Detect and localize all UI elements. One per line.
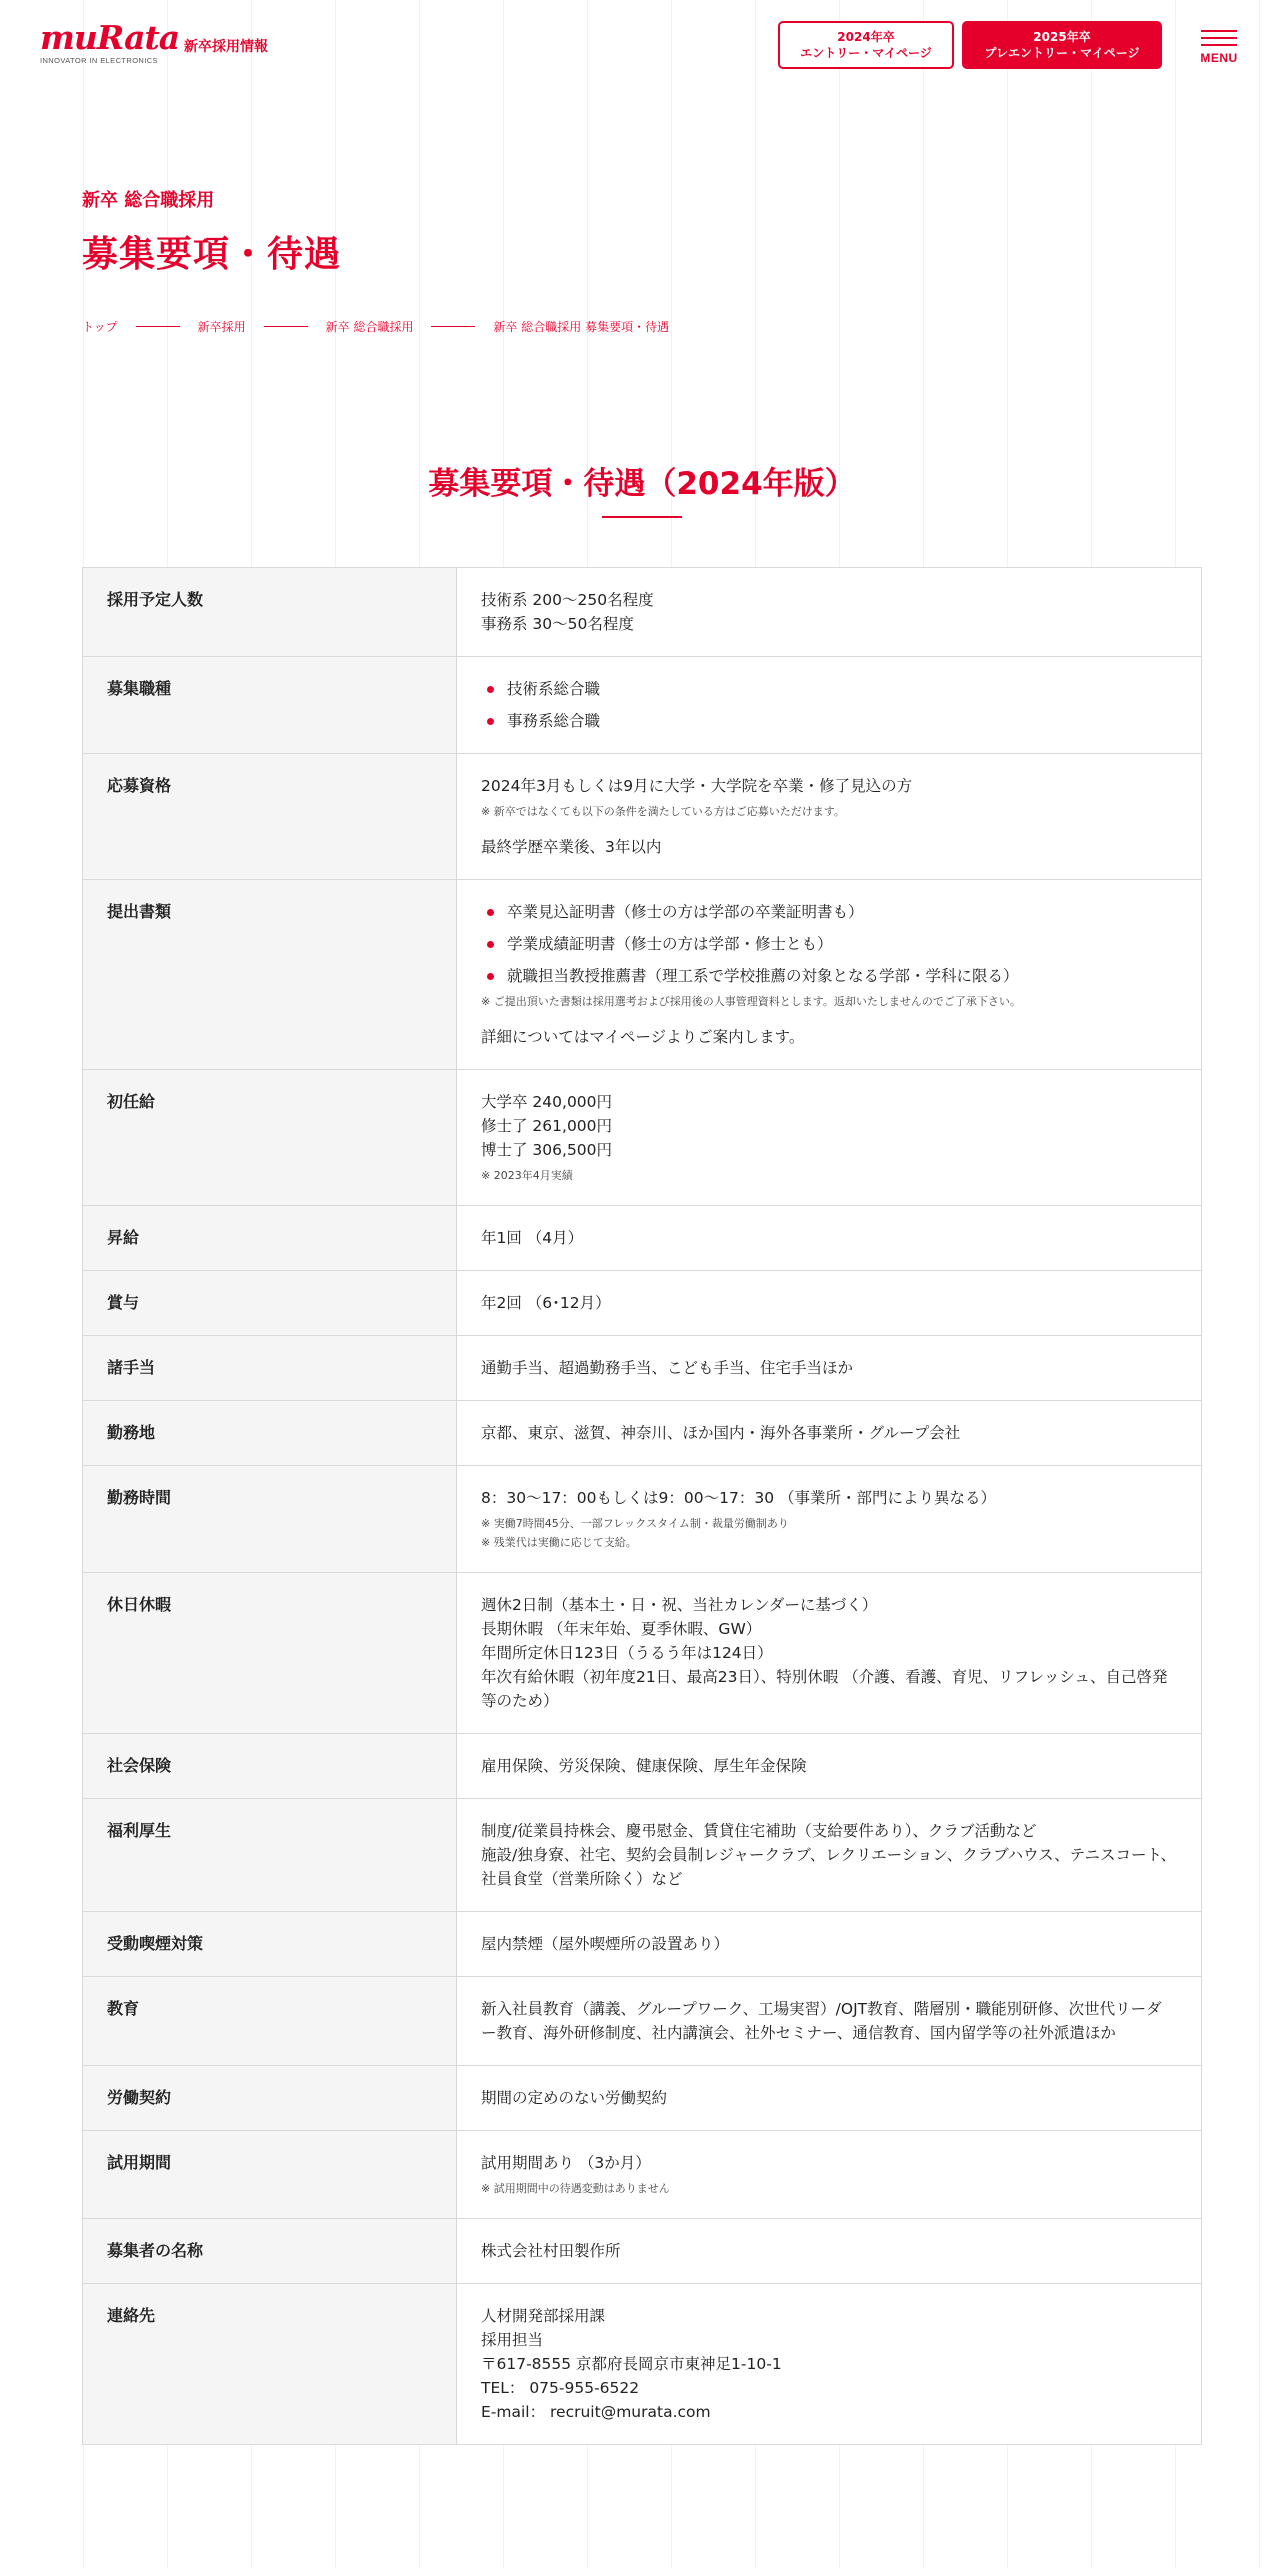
value-note: ※ 2023年4月実績 (481, 1169, 573, 1182)
value-line: 試用期間あり （3か月） (481, 2154, 651, 2172)
breadcrumb-item-general[interactable]: 新卒 総合職採用 (325, 320, 414, 334)
logo-tagline: INNOVATOR IN ELECTRONICS (40, 56, 158, 65)
row-value: 通勤手当、超過勤務手当、こども手当、住宅手当ほか (481, 1359, 854, 1377)
documents-list (481, 900, 1177, 988)
row-label: 勤務地 (83, 1401, 457, 1465)
value-line: 週休2日制（基本土・日・祝、当社カレンダーに基づく） (481, 1596, 878, 1614)
row-label: 初任給 (83, 1070, 457, 1205)
page-title: 募集要項・待遇 (82, 234, 342, 275)
pre-entry-mypage-2025-button[interactable] (962, 21, 1162, 69)
row-label: 受動喫煙対策 (83, 1912, 457, 1976)
breadcrumb (82, 318, 669, 335)
table-row (83, 879, 1201, 1069)
table-row (83, 2218, 1201, 2283)
menu-button[interactable] (1192, 26, 1246, 70)
row-label: 賞与 (83, 1271, 457, 1335)
table-row (83, 1798, 1201, 1911)
entry-mypage-2024-button[interactable] (778, 21, 954, 69)
value-line: 技術系 200〜250名程度 (481, 591, 654, 609)
row-value (457, 1573, 1201, 1733)
row-value: 雇用保険、労災保険、健康保険、厚生年金保険 (481, 1757, 807, 1775)
row-value (457, 657, 1201, 753)
row-value (457, 1799, 1201, 1911)
row-value: 新入社員教育（講義、グループワーク、工場実習）/OJT教育、階層別・職能別研修、次世代リーダー教育、海外研修制度、社内講演会、社外セミナー、通信教育、国内留学等の社外派遣ほか (481, 2000, 1162, 2042)
value-line: 大学卒 240,000円 (481, 1093, 613, 1111)
row-value: 屋内禁煙（屋外喫煙所の設置あり） (481, 1935, 730, 1953)
btn-2024-line1: 2024年卒 (837, 30, 895, 44)
breadcrumb-separator (431, 326, 475, 327)
row-label: 試用期間 (83, 2131, 457, 2218)
row-value (457, 754, 1201, 879)
row-label: 募集職種 (83, 657, 457, 753)
value-line: 修士了 261,000円 (481, 1117, 613, 1135)
row-label: 社会保険 (83, 1734, 457, 1798)
table-row (83, 1465, 1201, 1572)
row-value (457, 568, 1201, 656)
row-value (457, 1466, 1201, 1572)
row-label: 教育 (83, 1977, 457, 2065)
table-row (83, 1976, 1201, 2065)
value-note: ※ 実働7時間45分、一部フレックスタイム制・裁量労働制あり (481, 1517, 789, 1530)
value-note: ※ ご提出頂いた書類は採用選考および採用後の人事管理資料とします。返却いたしませんのでご了承下さい。 (481, 995, 1021, 1008)
btn-2025-line2: プレエントリー・マイページ (984, 46, 1140, 60)
logo-wordmark: muRata (40, 18, 180, 57)
table-row (83, 1911, 1201, 1976)
table-row (83, 656, 1201, 753)
list-item: 学業成績証明書（修士の方は学部・修士とも） (481, 932, 1177, 956)
row-label: 応募資格 (83, 754, 457, 879)
row-label: 募集者の名称 (83, 2219, 457, 2283)
table-row (83, 1335, 1201, 1400)
table-row (83, 1069, 1201, 1205)
contact-tel: TEL： 075-955-6522 (481, 2379, 640, 2397)
row-label: 労働契約 (83, 2066, 457, 2130)
row-label: 休日休暇 (83, 1573, 457, 1733)
murata-logo[interactable] (40, 20, 179, 65)
table-row (83, 568, 1201, 656)
value-line: 2024年3月もしくは9月に大学・大学院を卒業・修了見込の方 (481, 777, 913, 795)
row-value (457, 1070, 1201, 1205)
btn-2025-line1: 2025年卒 (1033, 30, 1091, 44)
breadcrumb-item-new-grad[interactable]: 新卒採用 (197, 320, 246, 334)
value-line: 博士了 306,500円 (481, 1141, 613, 1159)
table-row (83, 2065, 1201, 2130)
value-line: 年次有給休暇（初年度21日、最高23日）、特別休暇 （介護、看護、育児、リフレッシュ、自己啓発等のため） (481, 1668, 1168, 1710)
requirements-table (82, 567, 1202, 2445)
table-row (83, 1205, 1201, 1270)
row-label: 提出書類 (83, 880, 457, 1069)
value-line: 詳細についてはマイページよりご案内します。 (481, 1028, 805, 1046)
value-line: 人材開発部採用課 (481, 2307, 606, 2325)
value-line: 〒617-8555 京都府長岡京市東神足1-10-1 (481, 2355, 782, 2373)
job-type-list (481, 677, 1177, 733)
breadcrumb-item-current: 新卒 総合職採用 募集要項・待遇 (493, 320, 670, 334)
value-note: ※ 新卒ではなくても以下の条件を満たしている方はご応募いただけます。 (481, 805, 845, 818)
value-line: 事務系 30〜50名程度 (481, 615, 634, 633)
page-subtitle: 新卒 総合職採用 (82, 190, 215, 211)
contact-email: E-mail： recruit@murata.com (481, 2403, 711, 2421)
row-value: 期間の定めのない労働契約 (481, 2089, 668, 2107)
breadcrumb-separator (264, 326, 308, 327)
hamburger-icon-bar (1201, 37, 1237, 39)
value-line: 最終学歴卒業後、3年以内 (481, 838, 662, 856)
value-note: ※ 試用期間中の待遇変動はありません (481, 2182, 670, 2195)
site-header (0, 0, 1284, 92)
row-value (457, 2284, 1201, 2444)
row-value: 株式会社村田製作所 (481, 2242, 621, 2260)
breadcrumb-item-top[interactable]: トップ (82, 320, 118, 334)
table-row (83, 2283, 1201, 2444)
hamburger-icon (1201, 30, 1237, 32)
value-line: 採用担当 (481, 2331, 544, 2349)
row-label: 昇給 (83, 1206, 457, 1270)
value-line: 長期休暇 （年末年始、夏季休暇、GW） (481, 1620, 762, 1638)
row-label: 採用予定人数 (83, 568, 457, 656)
table-row (83, 1270, 1201, 1335)
row-value (457, 2131, 1201, 2218)
table-row (83, 753, 1201, 879)
row-label: 連絡先 (83, 2284, 457, 2444)
value-line: 年間所定休日123日（うるう年は124日） (481, 1644, 773, 1662)
list-item: 事務系総合職 (481, 709, 1177, 733)
value-line: 施設/独身寮、社宅、契約会員制レジャークラブ、レクリエーション、クラブハウス、テニスコート、社員食堂（営業所除く）など (481, 1846, 1177, 1888)
row-value: 年1回 （4月） (481, 1229, 584, 1247)
row-label: 勤務時間 (83, 1466, 457, 1572)
row-value: 年2回 （6･12月） (481, 1294, 611, 1312)
site-label[interactable]: 新卒採用情報 (184, 39, 268, 55)
table-row (83, 1572, 1201, 1733)
row-value: 京都、東京、滋賀、神奈川、ほか国内・海外各事業所・グループ会社 (481, 1424, 961, 1442)
value-note: ※ 残業代は実働に応じて支給。 (481, 1536, 637, 1549)
list-item: 技術系総合職 (481, 677, 1177, 701)
menu-label: MENU (1200, 51, 1238, 65)
breadcrumb-separator (136, 326, 180, 327)
hamburger-icon-bar (1201, 44, 1237, 46)
row-label: 福利厚生 (83, 1799, 457, 1911)
row-label: 諸手当 (83, 1336, 457, 1400)
value-line: 8：30〜17：00もしくは9：00〜17：30 （事業所・部門により異なる） (481, 1489, 996, 1507)
btn-2024-line2: エントリー・マイページ (800, 46, 932, 60)
section-title: 募集要項・待遇（2024年版） (428, 466, 856, 502)
row-value (457, 880, 1201, 1069)
table-row (83, 1400, 1201, 1465)
value-line: 制度/従業員持株会、慶弔慰金、賃貸住宅補助（支給要件あり）、クラブ活動など (481, 1822, 1037, 1840)
table-row (83, 1733, 1201, 1798)
table-row (83, 2130, 1201, 2218)
list-item: 卒業見込証明書（修士の方は学部の卒業証明書も） (481, 900, 1177, 924)
list-item: 就職担当教授推薦書（理工系で学校推薦の対象となる学部・学科に限る） (481, 964, 1177, 988)
section-title-underline (602, 516, 682, 518)
